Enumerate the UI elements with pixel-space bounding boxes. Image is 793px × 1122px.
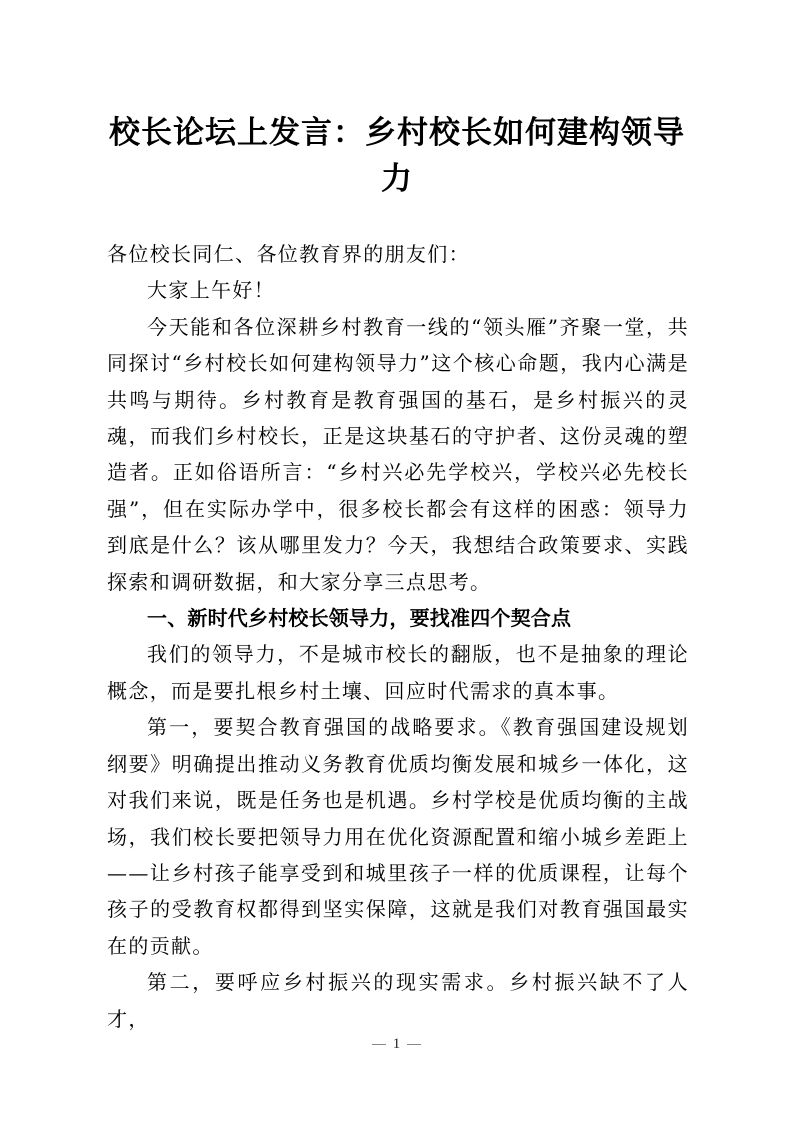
salutation-paragraph: 各位校长同仁、各位教育界的朋友们：: [107, 242, 470, 266]
intro-paragraph: 今天能和各位深耕乡村教育一线的“领头雁”齐聚一堂，共同探讨“乡村校长如何建构领导力”这个核心命题，我内心满是共鸣与期待。乡村教育是教育强国的基石，是乡村振兴的灵魂，而我们乡村校长，正是这块基石的守护者、这份灵魂的塑造者。正如俗语所言：“乡村兴必先学校兴，学校兴必先校长强”，但在实际办学中，很多校长都会有这样的困惑：领导力到底是什么？该从哪里发力？今天，我想结合政策要求、实践探索和调研数据，和大家分享三点思考。: [107, 314, 689, 594]
page-number: 1: [392, 1036, 401, 1052]
greeting-paragraph: 大家上午好！: [147, 278, 276, 303]
body-paragraph: 第一，要契合教育强国的战略要求。《教育强国建设规划纲要》明确提出推动义务教育优质均衡发展和城乡一体化，这对我们来说，既是任务也是机遇。乡村学校是优质均衡的主战场，我们校长要把领导力用在优化资源配置和缩小城乡差距上——让乡村孩子能享受到和城里孩子一样的优质课程，让每个孩子的受教育权都得到坚实保障，这就是我们对教育强国最实在的贡献。: [107, 715, 689, 958]
document-title: 校长论坛上发言：乡村校长如何建构领导力: [109, 115, 685, 197]
body-paragraph: 第二，要呼应乡村振兴的现实需求。乡村振兴缺不了人才，: [107, 970, 689, 1031]
dash-left: [372, 1044, 386, 1045]
page-number-footer: [0, 1036, 793, 1053]
section-heading: 一、新时代乡村校长领导力，要找准四个契合点: [147, 606, 572, 631]
body-paragraph: 我们的领导力，不是城市校长的翻版，也不是抽象的理论概念，而是要扎根乡村土壤、回应时代需求的真本事。: [107, 642, 689, 703]
document-body: [107, 236, 689, 1037]
dash-right: [407, 1044, 421, 1045]
